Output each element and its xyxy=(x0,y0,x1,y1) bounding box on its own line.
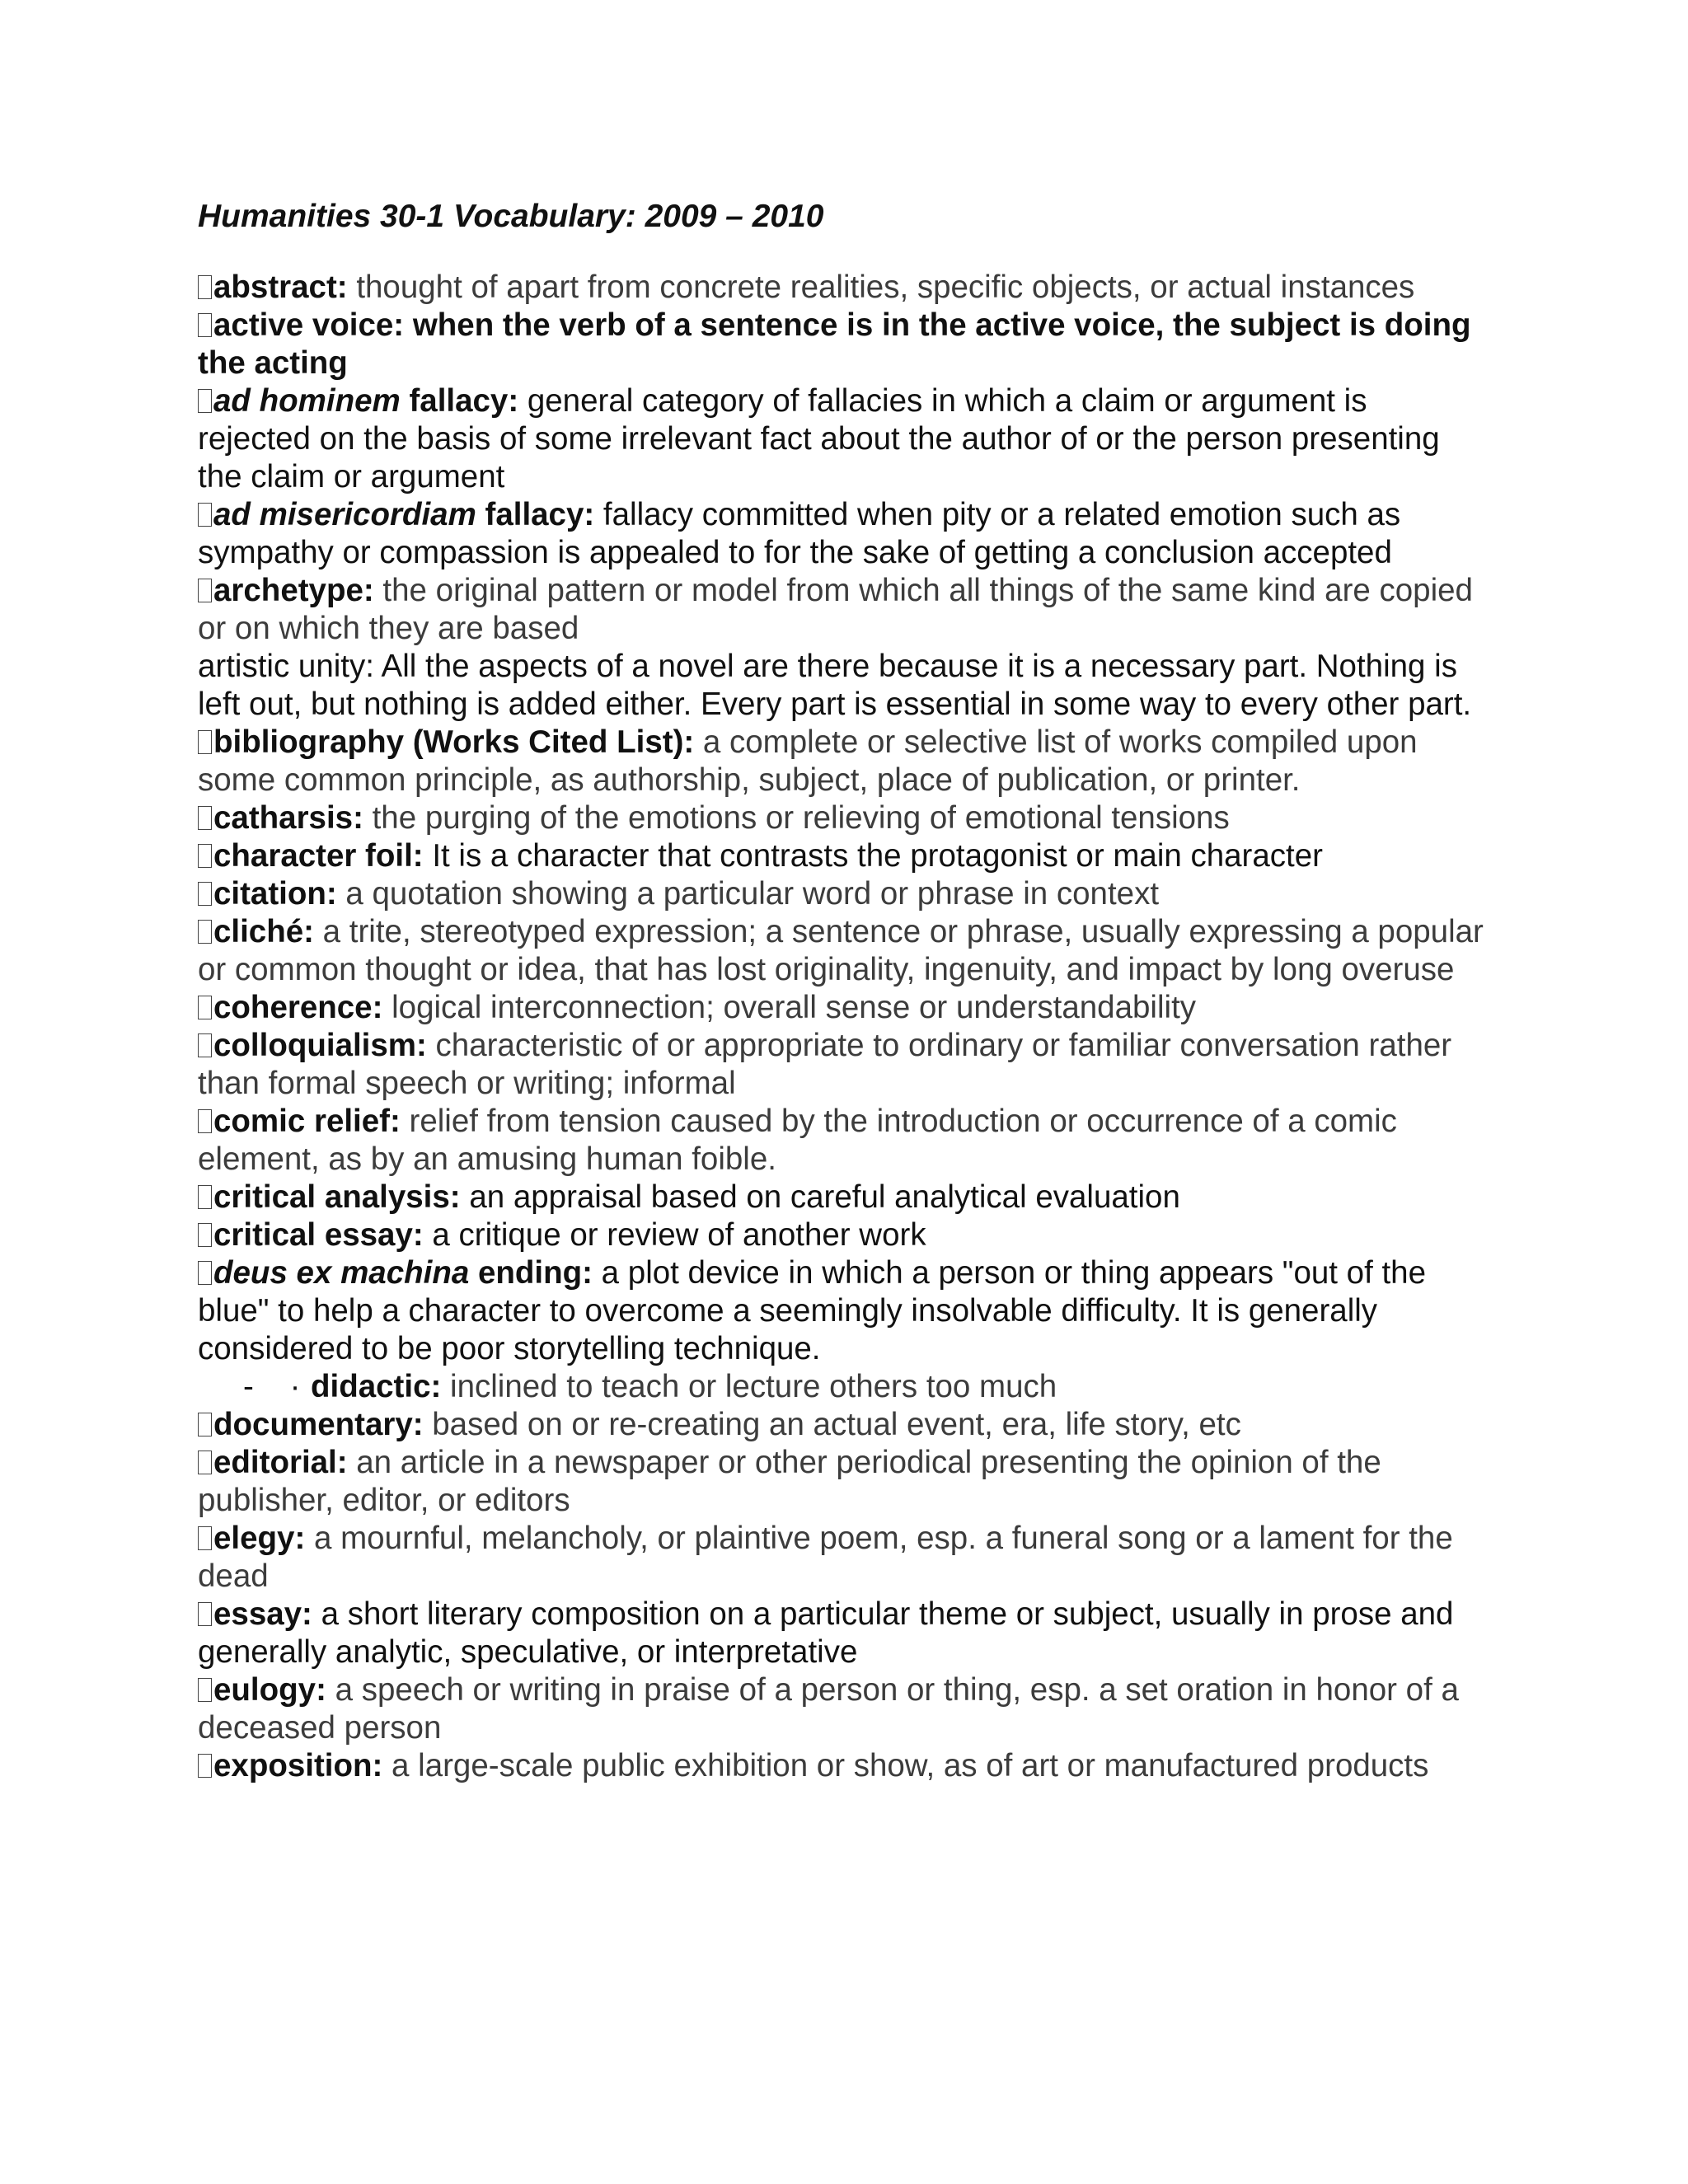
checkbox-icon xyxy=(198,313,212,337)
vocab-definition: a complete or selective list of works compiled upon some common principle, as authorship, subject, place of publication, or printer. xyxy=(198,724,1418,798)
vocab-term: colloquialism: xyxy=(213,1028,427,1063)
vocab-definition: general category of fallacies in which a claim or argument is rejected on the basis of some irrelevant fact about the author of or the person presenting the claim or argument xyxy=(198,383,1440,494)
checkbox-icon xyxy=(198,1413,212,1436)
vocab-entry-character-foil xyxy=(198,837,1484,875)
vocab-term-rest: fallacy: xyxy=(476,497,595,532)
vocab-entry-critical-analysis xyxy=(198,1179,1484,1216)
vocab-definition: a mournful, melancholy, or plaintive poem, esp. a funeral song or a lament for the dead xyxy=(198,1521,1453,1594)
vocab-entry-eulogy xyxy=(198,1671,1484,1747)
vocab-entry-essay xyxy=(198,1596,1484,1671)
vocab-entry-ad-hominem xyxy=(198,382,1484,496)
checkbox-icon xyxy=(198,920,212,944)
vocab-definition: a quotation showing a particular word or phrase in context xyxy=(336,876,1160,912)
vocab-term-italic: ad hominem xyxy=(213,383,401,419)
vocab-entry-abstract xyxy=(198,269,1484,307)
vocab-term: editorial: xyxy=(213,1445,348,1480)
checkbox-icon xyxy=(198,1526,212,1550)
vocab-entry-deus-ex-machina xyxy=(198,1254,1484,1368)
vocab-term: abstract: xyxy=(213,269,348,305)
vocab-entry-colloquialism xyxy=(198,1027,1484,1103)
vocab-definition: inclined to teach or lecture others too much xyxy=(441,1369,1057,1404)
vocab-definition: fallacy committed when pity or a related emotion such as sympathy or compassion is appealed to for the sake of getting a conclusion accepted xyxy=(198,497,1401,570)
checkbox-icon xyxy=(198,730,212,754)
vocab-entry-critical-essay xyxy=(198,1216,1484,1254)
vocab-entry-comic-relief xyxy=(198,1103,1484,1179)
bullet-dot-icon: · xyxy=(289,1369,301,1404)
vocab-entry-citation xyxy=(198,875,1484,913)
vocab-term: exposition: xyxy=(213,1748,383,1783)
vocab-term: bibliography (Works Cited List): xyxy=(213,724,695,760)
checkbox-icon xyxy=(198,1451,212,1474)
vocab-term: catharsis: xyxy=(213,800,363,836)
vocab-term: cliché: xyxy=(213,914,314,949)
vocab-definition: a plot device in which a person or thing appears "out of the blue" to help a character to overcome a seemingly insolvable difficulty. It is generally considered to be poor storytelling technique. xyxy=(198,1255,1427,1366)
vocab-term: critical essay: xyxy=(213,1217,424,1253)
checkbox-icon xyxy=(198,844,212,868)
vocab-entry-ad-misericordiam xyxy=(198,496,1484,572)
checkbox-icon xyxy=(198,503,212,527)
checkbox-icon xyxy=(198,1754,212,1778)
vocab-definition: when the verb of a sentence is in the active voice, the subject is doing the acting xyxy=(198,307,1471,381)
vocab-entry-coherence xyxy=(198,989,1484,1027)
vocab-term xyxy=(213,497,594,532)
vocab-term: comic relief: xyxy=(213,1104,401,1139)
vocab-entry-active-voice xyxy=(198,307,1484,382)
checkbox-icon xyxy=(198,882,212,906)
vocab-definition: an article in a newspaper or other periodical presenting the opinion of the publisher, editor, or editors xyxy=(198,1445,1381,1518)
vocab-term: didactic: xyxy=(311,1369,442,1404)
vocab-term: coherence: xyxy=(213,990,383,1025)
vocab-entry-archetype xyxy=(198,572,1484,648)
vocab-term: archetype: xyxy=(213,573,374,608)
vocab-definition: thought of apart from concrete realities, specific objects, or actual instances xyxy=(347,269,1415,305)
vocab-definition: a large-scale public exhibition or show, as of art or manufactured products xyxy=(382,1748,1429,1783)
vocab-definition: relief from tension caused by the introduction or occurrence of a comic element, as by an amusing human foible. xyxy=(198,1104,1397,1177)
vocab-definition: a speech or writing in praise of a person or thing, esp. a set oration in honor of a deceased person xyxy=(198,1672,1459,1746)
checkbox-icon xyxy=(198,1185,212,1209)
checkbox-icon xyxy=(198,1602,212,1626)
checkbox-icon xyxy=(198,996,212,1019)
vocab-entry-didactic xyxy=(198,1368,1484,1406)
vocab-entry-bibliography xyxy=(198,724,1484,799)
vocab-entry-editorial xyxy=(198,1444,1484,1520)
vocab-definition: the purging of the emotions or relieving of emotional tensions xyxy=(363,800,1230,836)
vocab-definition: based on or re-creating an actual event, era, life story, etc xyxy=(423,1407,1241,1442)
vocab-term-rest: ending: xyxy=(469,1255,593,1291)
checkbox-icon xyxy=(198,1223,212,1247)
checkbox-icon xyxy=(198,579,212,602)
vocab-term: eulogy: xyxy=(213,1672,326,1708)
checkbox-icon xyxy=(198,389,212,413)
vocab-term-italic: deus ex machina xyxy=(213,1255,470,1291)
vocab-term-italic: ad misericordiam xyxy=(213,497,476,532)
vocab-definition: a trite, stereotyped expression; a sentence or phrase, usually expressing a popular or common thought or idea, that has lost originality, ingenuity, and impact by long overuse xyxy=(198,914,1484,987)
checkbox-icon xyxy=(198,1109,212,1133)
checkbox-icon xyxy=(198,806,212,830)
vocab-term: character foil: xyxy=(213,838,424,874)
vocab-definition: a critique or review of another work xyxy=(423,1217,926,1253)
vocab-text: artistic unity: All the aspects of a novel are there because it is a necessary part. Nothing is left out, but nothing is added either. Every part is essential in some way to every other part. xyxy=(198,649,1472,722)
vocab-definition: the original pattern or model from which all things of the same kind are copied or on which they are based xyxy=(198,573,1473,646)
list-dash: - xyxy=(243,1369,254,1404)
vocabulary-list xyxy=(198,269,1484,1785)
vocab-definition: an appraisal based on careful analytical evaluation xyxy=(460,1179,1180,1215)
vocab-definition: characteristic of or appropriate to ordinary or familiar conversation rather than formal speech or writing; informal xyxy=(198,1028,1452,1101)
vocab-term xyxy=(213,1255,593,1291)
vocab-term: elegy: xyxy=(213,1521,306,1556)
vocab-entry-documentary xyxy=(198,1406,1484,1444)
checkbox-icon xyxy=(198,1033,212,1057)
vocab-entry-elegy xyxy=(198,1520,1484,1596)
vocab-term xyxy=(213,383,518,419)
vocab-definition: a short literary composition on a particular theme or subject, usually in prose and generally analytic, speculative, or interpretative xyxy=(198,1596,1454,1670)
checkbox-icon xyxy=(198,275,212,299)
document-title: Humanities 30-1 Vocabulary: 2009 – 2010 xyxy=(198,199,824,234)
checkbox-icon xyxy=(198,1261,212,1285)
checkbox-icon xyxy=(198,1678,212,1702)
vocab-term: documentary: xyxy=(213,1407,424,1442)
vocab-definition: It is a character that contrasts the protagonist or main character xyxy=(423,838,1323,874)
vocab-term: active voice: xyxy=(213,307,405,343)
vocab-entry-artistic-unity xyxy=(198,648,1484,724)
vocab-entry-exposition xyxy=(198,1747,1484,1785)
vocab-term: essay: xyxy=(213,1596,312,1632)
vocab-entry-catharsis xyxy=(198,799,1484,837)
vocab-entry-cliche xyxy=(198,913,1484,989)
vocab-term: critical analysis: xyxy=(213,1179,461,1215)
vocab-term: citation: xyxy=(213,876,337,912)
vocab-definition: logical interconnection; overall sense or understandability xyxy=(382,990,1197,1025)
vocab-term-rest: fallacy: xyxy=(400,383,519,419)
